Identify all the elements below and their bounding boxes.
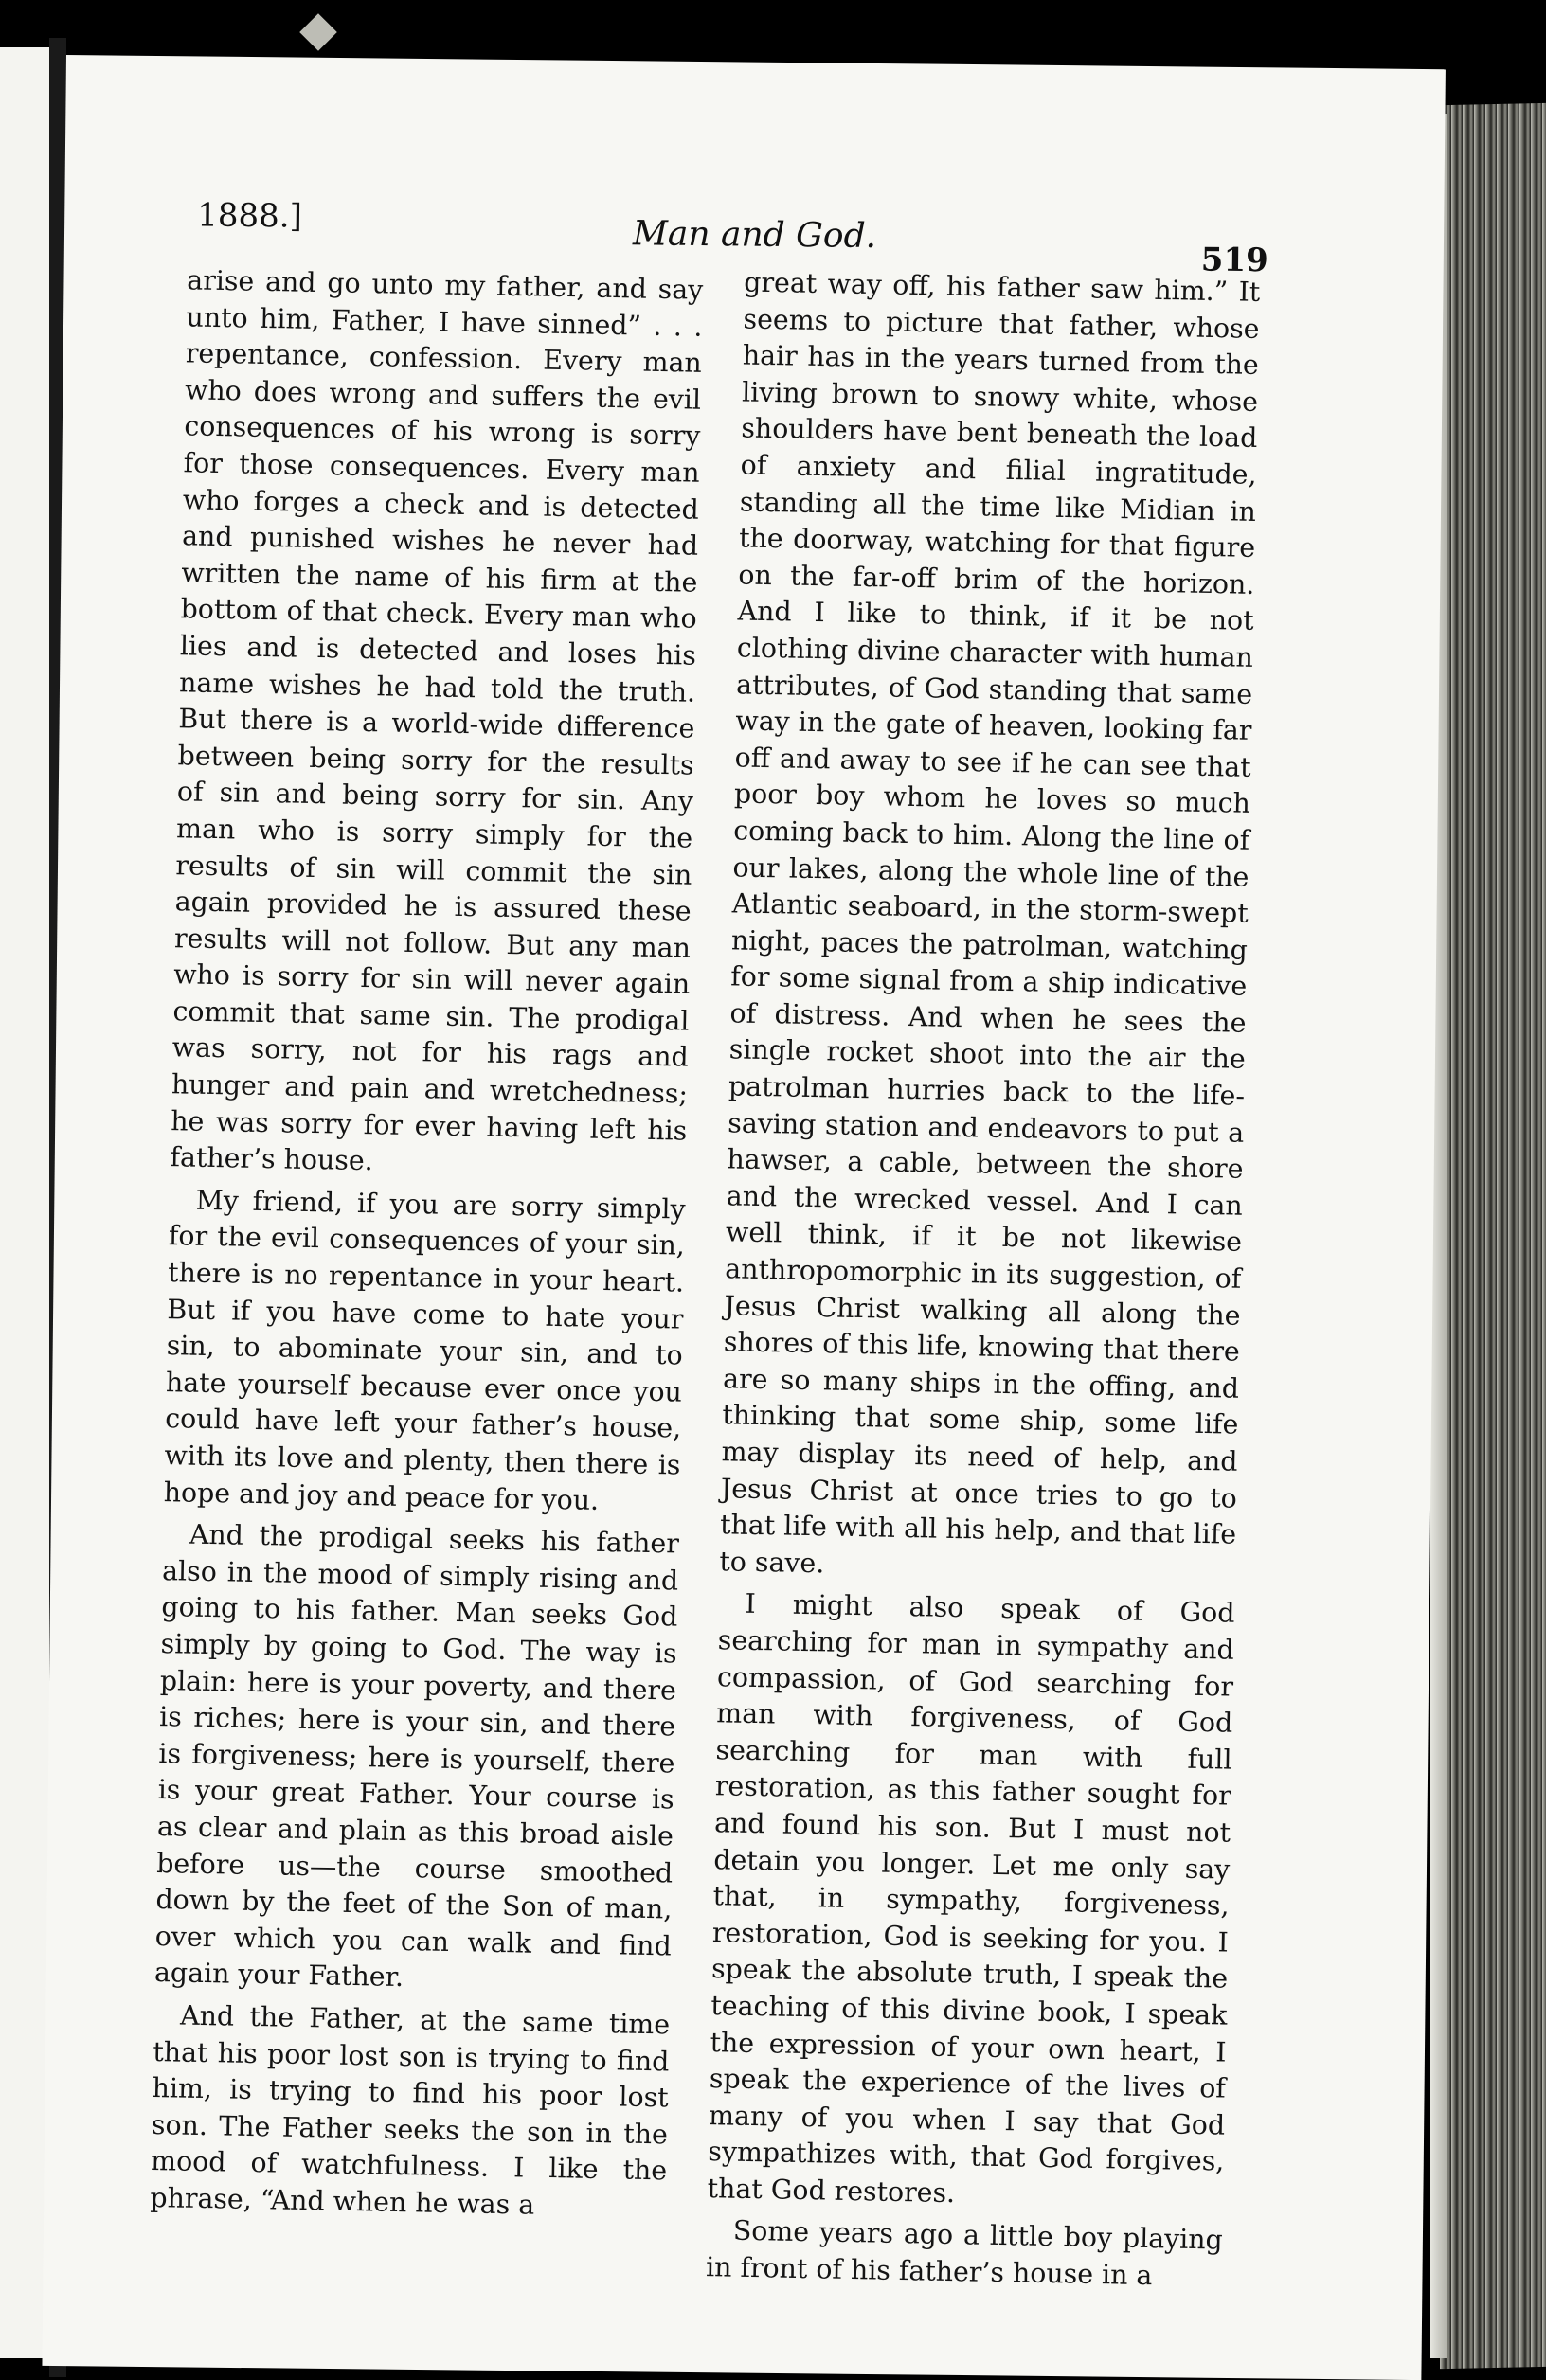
right-column xyxy=(706,265,1261,2302)
running-head-title: Man and God. xyxy=(632,214,877,256)
running-head-year: 1888.] xyxy=(197,196,303,236)
left-paragraph-2: My friend, if you are sorry simply for the evil consequences of your sin, there is no repentance in your heart. But if you have come to hate your sin, to abominate your sin, and to hate yourself because ever once you could have left your father’s house, with its love and plenty, then there is hope and joy and peace for you. xyxy=(163,1184,686,1516)
left-paragraph-4: And the Father, at the same time that his poor lost son is trying to find him, is trying to find his poor lost son. The Father seeks the son in the mood of watchfulness. I like the phrase, “And when he was a xyxy=(150,1999,671,2221)
right-paragraph-3: Some years ago a little boy playing in front of his father’s house in a xyxy=(705,2215,1224,2292)
facing-page-edge xyxy=(0,47,49,2358)
book-fore-edge xyxy=(1440,103,1546,2369)
page-number: 519 xyxy=(1200,241,1268,280)
left-paragraph-1: arise and go unto my father, and say unto him, Father, I have sinned” . . . repentance, confession. Every man who does wrong and suffers the evil consequences of his wrong is sorry for those consequences. Every man who forges a check and is detected and punished wishes he never had written the name of his firm at the bottom of that check. Every man who lies and is detected and loses his name wishes he had told the truth. But there is a world-wide difference between being sorry for the results of sin and being sorry for sin. Any man who is sorry simply for the results of sin will commit the sin again provided he is assured these results will not follow. But any man who is sorry for sin will never again commit that same sin. The prodigal was sorry, not for his rags and hunger and pain and wretchedness; he was sorry for ever having left his father’s house. xyxy=(170,264,704,1177)
left-paragraph-3: And the prodigal seeks his father also in the mood of simply rising and going to his father. Man seeks God simply by going to God. The way is plain: here is your poverty, and there is riches; here is your sin, and there is forgiveness; here is yourself, there is your great Father. Your course is as clear and plain as this broad aisle before us—the course smoothed down by the feet of the Son of man, over which you can walk and find again your Father. xyxy=(153,1518,680,1994)
right-paragraph-1: great way off, his father saw him.” It seems to picture that father, whose hair has in the years turned from the living brown to snowy white, whose shoulders have bent beneath the load of anxiety and filial ingratitude, standing all the time like Midian in the doorway, watching for that figure on the far-off brim of the horizon. And I like to think, if it be not clothing divine character with human attributes, of God standing that same way in the gate of heaven, looking far off and away to see if he can see that poor boy whom he loves so much coming back to him. Along the line of our lakes, along the whole line of the Atlantic seaboard, in the storm-swept night, paces the patrolman, watching for some signal from a ship indicative of distress. And when he sees the single rocket shoot into the air the patrolman hurries back to the life-saving station and endeavors to put a hawser, a cable, between the shore and the wrecked vessel. And I can well think, if it be not likewise anthropomorphic in its suggestion, of Jesus Christ walking all along the shores of this life, knowing that there are so many ships in the offing, and thinking that some ship, some life may display its need of help, and Jesus Christ at once tries to go to that life with all his help, and that life to save. xyxy=(719,266,1261,1580)
running-head xyxy=(64,195,1445,280)
left-column xyxy=(150,262,704,2232)
scan-corner-mark xyxy=(299,13,337,51)
book-page xyxy=(42,55,1445,2380)
right-paragraph-2: I might also speak of God searching for man in sympathy and compassion, of God searching for man with forgiveness, of God searching for man with full restoration, as this father sought for and found his son. But I must not detain you longer. Let me only say that, in sympathy, forgiveness, restoration, God is seeking for you. I speak the absolute truth, I speak the teaching of this divine book, I speak the expression of your own heart, I speak the experience of the lives of many of you when I say that God sympathizes with, that God forgives, that God restores. xyxy=(707,1588,1235,2210)
